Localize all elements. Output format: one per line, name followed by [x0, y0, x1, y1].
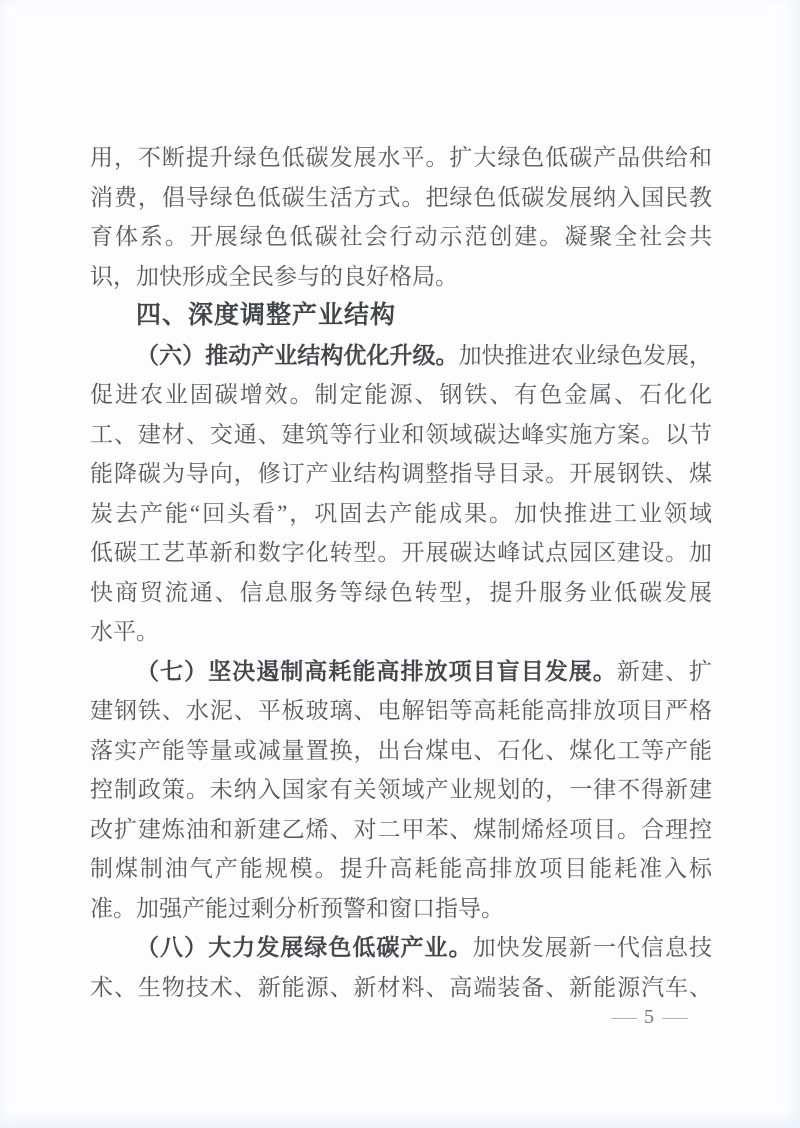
text-line	[90, 454, 712, 494]
text-segment: 工、建材、交通、建筑等行业和领域碳达峰实施方案。以节	[90, 421, 712, 447]
text-line	[90, 849, 712, 889]
text-segment: 建钢铁、水泥、平板玻璃、电解铝等高耗能高排放项目严格	[90, 698, 712, 723]
text-segment: 能降碳为导向，修订产业结构调整指导目录。开展钢铁、煤	[90, 461, 712, 486]
document-body	[90, 138, 712, 1007]
text-line	[90, 217, 712, 257]
page-number-dash-right: —	[662, 1005, 687, 1028]
text-line	[90, 889, 712, 929]
bold-text-segment: （八）大力发展绿色低碳产业。	[136, 934, 473, 960]
text-line	[90, 375, 712, 415]
text-line	[90, 691, 712, 731]
text-segment: 促进农业固碳增效。制定能源、钢铁、有色金属、石化化	[90, 382, 712, 407]
text-segment: 制煤制油气产能规模。提升高耗能高排放项目能耗准入标	[90, 856, 712, 881]
text-line	[90, 731, 712, 771]
text-line	[90, 573, 712, 613]
page-number-dash-left: —	[611, 1005, 636, 1028]
text-segment: 新建、扩	[616, 658, 713, 684]
text-segment: 消费，倡导绿色低碳生活方式。把绿色低碳发展纳入国民教	[90, 184, 712, 210]
text-segment: 炭去产能“回头看”，巩固去产能成果。加快推进工业领域	[90, 500, 712, 526]
bold-text-segment: （六）推动产业结构优化升级。	[136, 341, 459, 368]
text-line	[90, 968, 712, 1008]
bold-text-segment: （七）坚决遏制高耗能高排放项目盲目发展。	[136, 657, 617, 684]
text-line	[90, 612, 712, 652]
text-line	[90, 178, 712, 218]
text-line	[90, 336, 712, 376]
text-segment: 低碳工艺革新和数字化转型。开展碳达峰试点园区建设。加	[90, 540, 712, 565]
text-line	[90, 652, 712, 692]
text-segment: 育体系。开展绿色低碳社会行动示范创建。凝聚全社会共	[90, 224, 712, 249]
text-line	[90, 257, 712, 297]
text-line	[90, 138, 712, 178]
text-line	[90, 810, 712, 850]
text-line	[90, 415, 712, 455]
text-segment: 准。加强产能过剩分析预警和窗口指导。	[90, 895, 504, 921]
text-line	[90, 494, 712, 534]
text-segment: 水平。	[90, 619, 159, 644]
text-segment: 改扩建炼油和新建乙烯、对二甲苯、煤制烯烃项目。合理控	[90, 816, 712, 842]
text-segment: 术、生物技术、新能源、新材料、高端装备、新能源汽车、	[90, 974, 712, 1000]
text-line	[90, 928, 712, 968]
bold-text-segment: 四、深度调整产业结构	[136, 301, 397, 329]
text-line	[90, 770, 712, 810]
page-number	[611, 1004, 687, 1030]
text-segment: 用，不断提升绿色低碳发展水平。扩大绿色低碳产品供给和	[90, 145, 712, 170]
text-segment: 加快推进农业绿色发展，	[458, 342, 713, 368]
page-number-value: 5	[644, 1005, 654, 1028]
section-heading	[90, 296, 712, 336]
text-segment: 落实产能等量或减量置换，出台煤电、石化、煤化工等产能	[90, 737, 712, 763]
text-line	[90, 533, 712, 573]
text-segment: 控制政策。未纳入国家有关领域产业规划的，一律不得新建	[90, 777, 712, 802]
text-segment: 识，加快形成全民参与的良好格局。	[90, 263, 458, 289]
text-segment: 快商贸流通、信息服务等绿色转型，提升服务业低碳发展	[90, 579, 712, 605]
text-segment: 加快发展新一代信息技	[472, 935, 713, 960]
